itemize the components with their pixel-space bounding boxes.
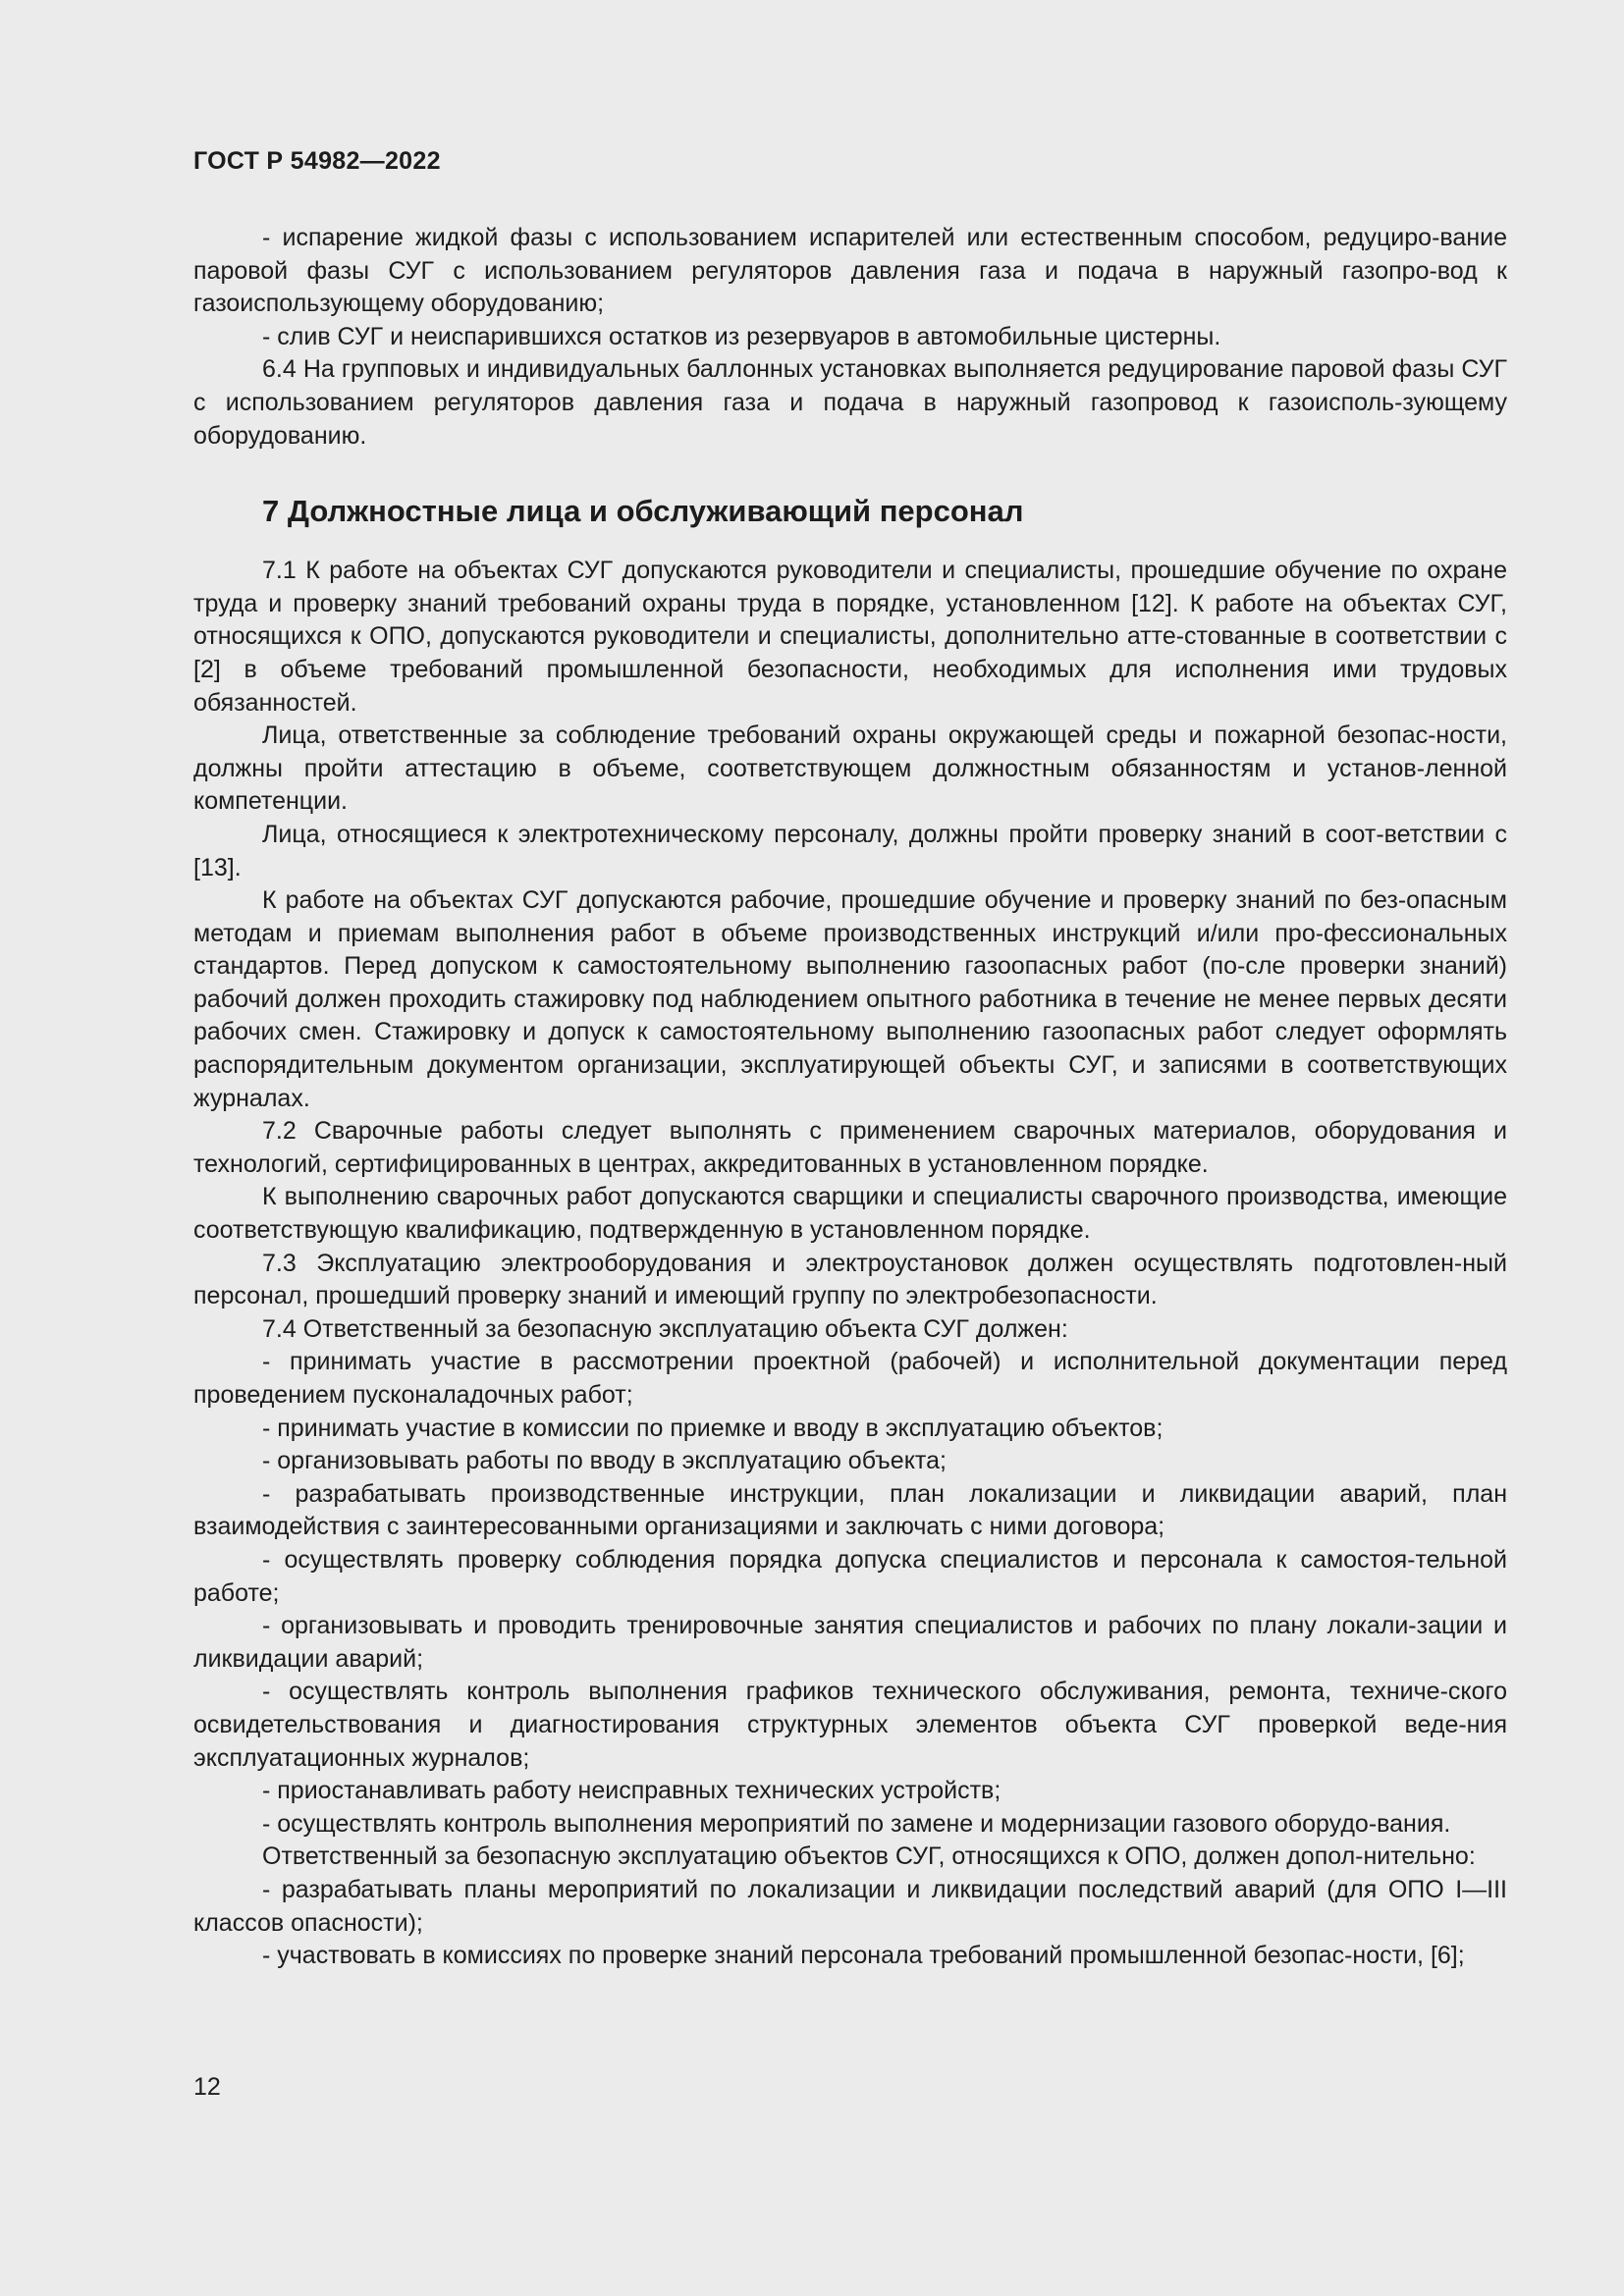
- paragraph: 7.3 Эксплуатацию электрооборудования и электроустановок должен осуществлять подготовлен-ный персонал, прошедший проверку знаний и имеющий группу по электробезопасности.: [193, 1249, 1507, 1310]
- document-header: ГОСТ Р 54982—2022: [193, 147, 441, 175]
- paragraph: Лица, ответственные за соблюдение требований охраны окружающей среды и пожарной безопас-ности, должны пройти аттестацию в объеме, соответствующем должностным обязанностям и установ-ленной компетенции.: [193, 721, 1507, 816]
- paragraph: К выполнению сварочных работ допускаются сварщики и специалисты сварочного производства, имеющие соответствующую квалификацию, подтвержденную в установленном порядке.: [193, 1183, 1507, 1245]
- list-item: - принимать участие в рассмотрении проектной (рабочей) и исполнительной документации перед проведением пусконаладочных работ;: [193, 1348, 1507, 1409]
- list-item: - организовывать работы по вводу в эксплуатацию объекта;: [262, 1447, 947, 1475]
- list-item: - осуществлять контроль выполнения графиков технического обслуживания, ремонта, техниче-ского освидетельствования и диагностирования структурных элементов объекта СУГ проверкой веде-ния эксплуатационных журналов;: [193, 1678, 1507, 1772]
- list-item: - разрабатывать производственные инструкции, план локализации и ликвидации аварий, план взаимодействия с заинтересованными организациями и заключать с ними договора;: [193, 1479, 1507, 1541]
- document-body: [193, 222, 1507, 1973]
- paragraph: Лица, относящиеся к электротехническому персоналу, должны пройти проверку знаний в соот-ветствии с [13].: [193, 820, 1507, 881]
- paragraph: - слив СУГ и неиспарившихся остатков из резервуаров в автомобильные цистерны.: [262, 322, 1221, 350]
- paragraph: 7.1 К работе на объектах СУГ допускаются руководители и специалисты, прошедшие обучение по охране труда и проверку знаний требований охраны труда в порядке, установленном [12]. К работе на объектах СУГ, относящихся к ОПО, допускаются руководители и специалисты, дополнительно атте-стованные в соответствии с [2] в объеме требований промышленной безопасности, необходимых для исполнения ими трудовых обязанностей.: [193, 557, 1507, 717]
- list-item: - принимать участие в комиссии по приемке и вводу в эксплуатацию объектов;: [262, 1414, 1164, 1442]
- list-item: - организовывать и проводить тренировочные занятия специалистов и рабочих по плану локали-зации и ликвидации аварий;: [193, 1612, 1507, 1673]
- paragraph: 7.4 Ответственный за безопасную эксплуатацию объекта СУГ должен:: [262, 1314, 1068, 1343]
- list-item: - осуществлять контроль выполнения мероприятий по замене и модернизации газового оборудо-вания.: [262, 1809, 1451, 1838]
- paragraph: 7.2 Сварочные работы следует выполнять с применением сварочных материалов, оборудования и технологий, сертифицированных в центрах, аккредитованных в установленном порядке.: [193, 1117, 1507, 1178]
- paragraph: 6.4 На групповых и индивидуальных баллонных установках выполняется редуцирование паровой фазы СУГ с использованием регуляторов давления газа и подача в наружный газопровод к газоисполь-зующему оборудованию.: [193, 355, 1507, 450]
- paragraph: К работе на объектах СУГ допускаются рабочие, прошедшие обучение и проверку знаний по без-опасным методам и приемам выполнения работ в объеме производственных инструкций и/или про-фессиональных стандартов. Перед допуском к самостоятельному выполнению газоопасных работ (по-сле проверки знаний) рабочий должен проходить стажировку под наблюдением опытного работника в течение не менее первых десяти рабочих смен. Стажировку и допуск к самостоятельному выполнению газоопасных работ следует оформлять распорядительным документом организации, эксплуатирующей объекты СУГ, и записями в соответствующих журналах.: [193, 886, 1507, 1112]
- list-item: - разрабатывать планы мероприятий по локализации и ликвидации последствий аварий (для ОПО I—III классов опасности);: [193, 1875, 1507, 1937]
- list-item: - участвовать в комиссиях по проверке знаний персонала требований промышленной безопас-ности, [6];: [262, 1942, 1465, 1970]
- paragraph: Ответственный за безопасную эксплуатацию объектов СУГ, относящихся к ОПО, должен допол-нительно:: [262, 1842, 1476, 1871]
- list-item: - приостанавливать работу неисправных технических устройств;: [262, 1777, 1001, 1805]
- list-item: - осуществлять проверку соблюдения порядка допуска специалистов и персонала к самостоя-тельной работе;: [193, 1545, 1507, 1607]
- section-title: 7 Должностные лица и обслуживающий персонал: [262, 494, 1024, 529]
- paragraph: - испарение жидкой фазы с использованием испарителей или естественным способом, редуциро-вание паровой фазы СУГ с использованием регуляторов давления газа и подача в наружный газопро-вод к газоиспользующему оборудованию;: [193, 224, 1507, 318]
- page-number: 12: [193, 2073, 221, 2101]
